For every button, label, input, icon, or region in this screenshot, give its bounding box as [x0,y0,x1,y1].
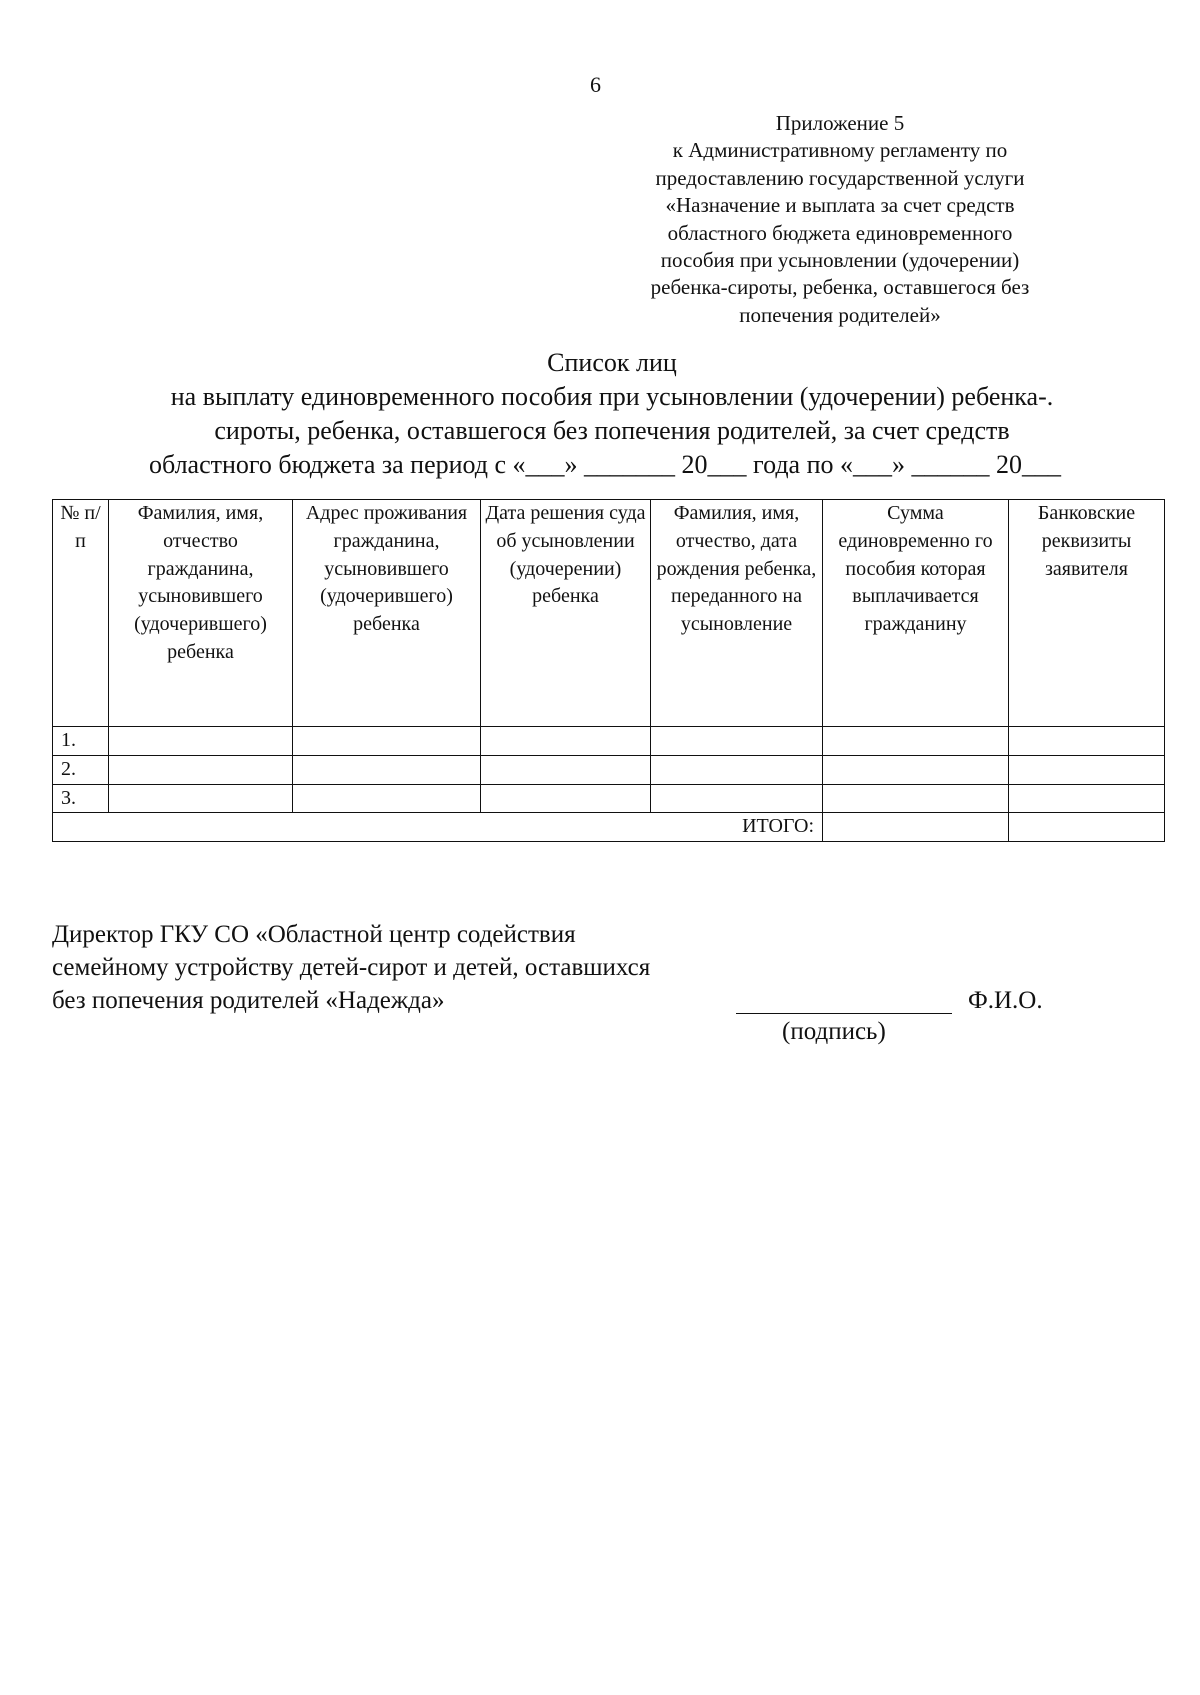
signatory-line: семейному устройству детей-сирот и детей, оставшихся [52,954,651,981]
total-label: ИТОГО: [53,813,823,842]
table-cell [481,755,651,784]
heading-line: на выплату единовременного пособия при усыновлении (удочерении) ребенка-. [170,382,1054,411]
table-row [53,727,1165,756]
appendix-line: предоставлению государственной услуги [655,165,1025,190]
header-child-info: Фамилия, имя, отчество, дата рождения ребенка, переданного на усыновление [651,500,823,727]
appendix-line: пособия при усыновлении (удочерении) [660,248,1020,273]
appendix-line: «Назначение и выплата за счет средств [665,193,1015,218]
table-cell [651,755,823,784]
total-amount-cell [823,813,1009,842]
signature-caption: (подпись) [782,1018,886,1045]
signatory-block [52,918,752,1017]
table-cell [823,727,1009,756]
table-cell [109,727,293,756]
header-court-decision-date: Дата решения суда об усыновлении (удочерении) ребенка [481,500,651,727]
table-row [53,755,1165,784]
table-header-row [53,500,1165,727]
header-bank-details: Банковские реквизиты заявителя [1009,500,1165,727]
appendix-line: попечения родителей» [739,302,941,327]
table-cell [481,727,651,756]
signatory-line: без попечения родителей «Надежда» [52,987,445,1014]
signatory-line: Директор ГКУ СО «Областной центр содействия [52,921,576,948]
table-cell [651,727,823,756]
table-cell [109,784,293,813]
table-total-row [53,813,1165,842]
table-cell [293,784,481,813]
row-number: 3. [53,784,109,813]
row-number: 1. [53,727,109,756]
table-cell [293,727,481,756]
table-cell [109,755,293,784]
header-payment-amount: Сумма единовременно го пособия которая выплачивается гражданину [823,500,1009,727]
appendix-line: Приложение 5 [775,111,905,135]
table-cell [1009,727,1165,756]
table-cell [823,755,1009,784]
table-cell [1009,755,1165,784]
appendix-note [600,110,1080,329]
page-number: 6 [590,72,601,97]
table-cell [651,784,823,813]
row-number: 2. [53,755,109,784]
heading-line: сироты, ребенка, оставшегося без попечения родителей, за счет средств [214,416,1010,445]
table-cell [823,784,1009,813]
table-cell [1009,784,1165,813]
document-heading [60,346,1150,482]
table-row [53,784,1165,813]
header-number: № п/п [53,500,109,727]
document-title: Список лиц [547,348,677,377]
signature-line [736,1013,952,1014]
table-cell [293,755,481,784]
header-citizen-address: Адрес проживания гражданина, усыновившего (удочерившего) ребенка [293,500,481,727]
appendix-line: областного бюджета единовременного [667,220,1013,245]
heading-period-line: областного бюджета за период с «___» _______ 20___ года по «___» ______ 20___ [148,450,1062,479]
signatory-fio: Ф.И.О. [968,987,1043,1014]
header-citizen-name: Фамилия, имя, отчество гражданина, усыновившего (удочерившего) ребенка [109,500,293,727]
table-cell [1009,813,1165,842]
appendix-line: к Административному регламенту по [672,138,1008,163]
recipients-table [52,499,1165,842]
appendix-line: ребенка-сироты, ребенка, оставшегося без [650,275,1030,300]
table-cell [481,784,651,813]
